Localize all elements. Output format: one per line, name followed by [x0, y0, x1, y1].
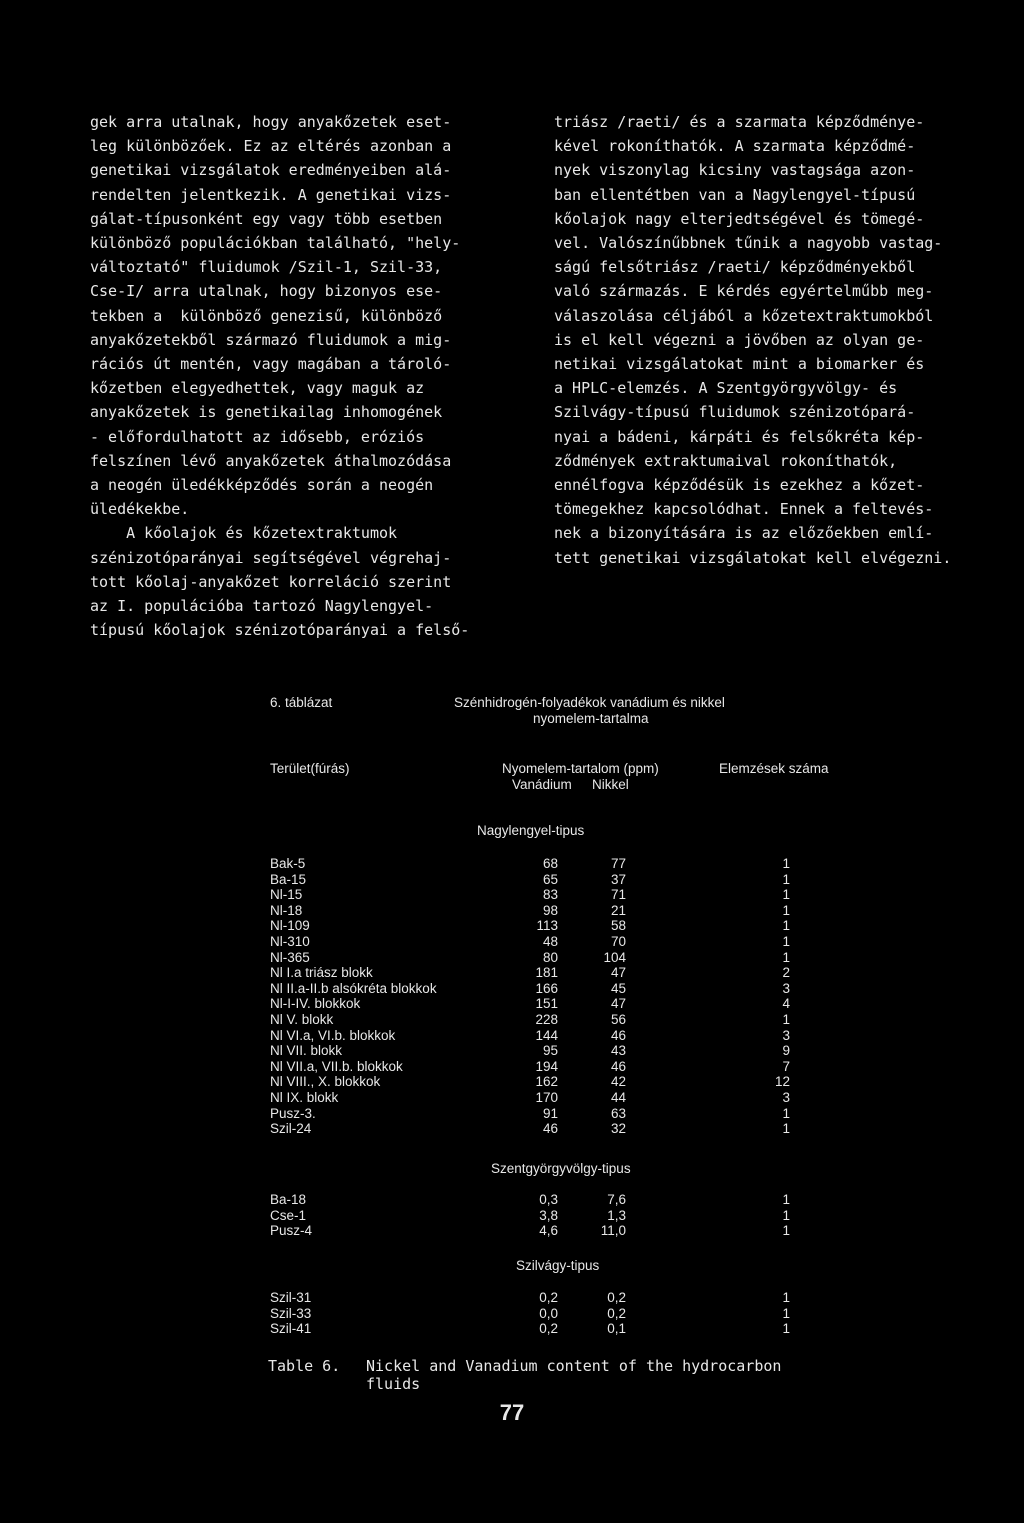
area-cell: Nl II.a-II.b alsókréta blokkok: [270, 980, 437, 996]
caption-label: Table 6.: [268, 1357, 341, 1375]
nickel-cell: 77: [610, 856, 626, 871]
area-cell: Cse-1: [270, 1207, 307, 1223]
count-cell: 12: [774, 1074, 790, 1090]
area-cell: Ba-15: [270, 871, 307, 887]
text-column-left: [90, 110, 520, 642]
nickel-cell: 43: [610, 1043, 626, 1059]
vanadium-cell: 181: [535, 965, 558, 981]
nickel-cell: 56: [610, 1012, 626, 1027]
text-line: triász /raeti/ és a szarmata képződménye-: [554, 113, 925, 131]
count-cell: 7: [782, 1058, 790, 1074]
vanadium-cell: 144: [535, 1027, 558, 1043]
nickel-cell: 104: [603, 949, 626, 965]
table-row: [0, 1290, 1024, 1306]
nickel-cell: 44: [610, 1090, 626, 1105]
text-line: válaszolása céljából a kőzetextraktumokból: [554, 306, 934, 325]
text-line: nyai a bádeni, kárpáti és felsőkréta kép-: [554, 427, 925, 446]
nickel-cell: 37: [610, 871, 626, 887]
text-line: a neogén üledékképződés során a neogén: [90, 476, 434, 495]
area-cell: Bak-5: [270, 856, 306, 871]
table-row: [0, 1121, 1024, 1137]
text-line: gálat-típusonként egy vagy több esetben: [90, 209, 443, 228]
table-row: [0, 934, 1024, 950]
table-row: [0, 918, 1024, 934]
area-cell: Nl VII.a, VII.b. blokkok: [270, 1058, 403, 1074]
text-line: Cse-I/ arra utalnak, hogy bizonyos ese-: [90, 282, 443, 301]
count-cell: 1: [782, 1290, 790, 1305]
vanadium-cell: 95: [542, 1043, 558, 1059]
caption-line2: fluids: [366, 1375, 421, 1393]
text-line: genetikai vizsgálatok eredményeiben alá-: [90, 161, 452, 180]
text-line: ennélfogva képződésük is ezekhez a kőzet-: [554, 476, 925, 495]
area-cell: Nl-15: [270, 887, 303, 903]
nickel-cell: 46: [610, 1027, 626, 1043]
text-line: típusú kőolajok szénizotóparányai a felső-: [90, 621, 470, 640]
vanadium-cell: 46: [542, 1121, 558, 1137]
count-cell: 1: [782, 871, 790, 887]
text-line: tott kőolaj-anyakőzet korreláció szerint: [90, 572, 452, 591]
area-cell: Nl I.a triász blokk: [270, 965, 373, 981]
vanadium-cell: 83: [542, 887, 558, 903]
text-line: is el kell végezni a jövőben az olyan ge-: [554, 330, 925, 349]
vanadium-cell: 151: [535, 996, 558, 1012]
text-line: Szilvágy-típusú fluidumok szénizotópará-: [554, 403, 916, 422]
count-cell: 1: [782, 1192, 790, 1207]
nickel-cell: 7,6: [607, 1192, 626, 1207]
table-row: [0, 981, 1024, 997]
area-cell: Pusz-4: [270, 1223, 313, 1239]
vanadium-cell: 166: [535, 980, 558, 996]
count-cell: 1: [782, 918, 790, 934]
text-line: tömegekhez kapcsolódhat. Ennek a feltevés-: [554, 500, 934, 519]
text-line: rendelten jelentkezik. A genetikai vizs-: [90, 185, 452, 204]
subheader-nickel: Nikkel: [592, 777, 629, 792]
table-row: [0, 1223, 1024, 1239]
count-cell: 1: [782, 1305, 790, 1321]
text-line: kőzetben elegyedhettek, vagy maguk az: [90, 379, 425, 398]
text-line: rációs út mentén, vagy magában a tároló-: [90, 355, 452, 374]
text-line: netikai vizsgálatokat mint a biomarker és: [554, 355, 925, 374]
text-line: A kőolajok és kőzetextraktumok: [90, 524, 398, 543]
count-cell: 1: [782, 1207, 790, 1223]
nickel-cell: 47: [610, 996, 626, 1012]
table-row: [0, 1090, 1024, 1106]
text-line: nyek viszonylag kicsiny vastagsága azon-: [554, 161, 916, 180]
count-cell: 1: [782, 856, 790, 871]
count-cell: 4: [782, 996, 790, 1012]
subheader-vanadium: Vanádium: [512, 777, 572, 792]
table-row: [0, 872, 1024, 888]
text-line: ződmények extraktumaival rokoníthatók,: [554, 451, 898, 470]
vanadium-cell: 65: [542, 871, 558, 887]
nickel-cell: 70: [610, 934, 626, 949]
count-cell: 1: [782, 1321, 790, 1337]
text-line: üledékekbe.: [90, 500, 190, 519]
area-cell: Nl-109: [270, 918, 310, 934]
text-column-right: [554, 110, 1004, 570]
vanadium-cell: 48: [542, 934, 558, 949]
group-header: Szilvágy-tipus: [516, 1258, 600, 1273]
table-row: [0, 1321, 1024, 1337]
vanadium-cell: 194: [535, 1058, 558, 1074]
vanadium-cell: 170: [535, 1090, 558, 1105]
nickel-cell: 42: [610, 1074, 626, 1090]
nickel-cell: 1,3: [607, 1207, 626, 1223]
count-cell: 3: [782, 1090, 790, 1105]
table-row: [0, 1192, 1024, 1208]
text-line: szénizotóparányai segítségével végrehaj-: [90, 548, 452, 567]
text-line: kőolajok nagy elterjedtségével és tömegé-: [554, 209, 925, 228]
text-line: anyakőzetek is genetikailag inhomogének: [90, 403, 443, 422]
area-cell: Nl IX. blokk: [270, 1090, 339, 1105]
caption-line1: Nickel and Vanadium content of the hydrocarbon: [366, 1357, 782, 1375]
table-row: [0, 1059, 1024, 1075]
area-cell: Nl V. blokk: [270, 1012, 334, 1027]
count-cell: 1: [782, 902, 790, 918]
nickel-cell: 0,1: [607, 1321, 626, 1337]
area-cell: Nl-310: [270, 934, 310, 949]
area-cell: Nl VIII., X. blokkok: [270, 1074, 381, 1090]
vanadium-cell: 0,2: [539, 1321, 558, 1337]
count-cell: 1: [782, 949, 790, 965]
vanadium-cell: 68: [542, 856, 558, 871]
table-row: [0, 903, 1024, 919]
table-row: [0, 1028, 1024, 1044]
table-row: [0, 965, 1024, 981]
count-cell: 2: [782, 965, 790, 981]
count-cell: 1: [782, 1012, 790, 1027]
column-header-area: Terület(fúrás): [270, 761, 350, 776]
table-title-line1: Szénhidrogén-folyadékok vanádium és nikkel: [454, 695, 725, 710]
area-cell: Nl VI.a, VI.b. blokkok: [270, 1027, 396, 1043]
count-cell: 3: [782, 980, 790, 996]
nickel-cell: 21: [610, 902, 626, 918]
text-line: leg különbözőek. Ez az eltérés azonban a: [90, 137, 452, 156]
text-line: tett genetikai vizsgálatokat kell elvégezni.: [554, 548, 952, 567]
vanadium-cell: 228: [535, 1012, 558, 1027]
vanadium-cell: 98: [542, 902, 558, 918]
table-row: [0, 950, 1024, 966]
table-row: [0, 1208, 1024, 1224]
column-header-count: Elemzések száma: [719, 761, 829, 776]
text-line: felszínen lévő anyakőzetek áthalmozódása: [90, 451, 452, 470]
area-cell: Nl-I-IV. blokkok: [270, 996, 361, 1012]
vanadium-cell: 80: [542, 949, 558, 965]
table-row: [0, 1012, 1024, 1028]
nickel-cell: 58: [610, 918, 626, 934]
text-line: ságú felsőtriász /raeti/ képződményekből: [554, 258, 916, 277]
table-row: [0, 856, 1024, 872]
vanadium-cell: 0,3: [539, 1192, 558, 1207]
text-line: az I. populációba tartozó Nagylengyel-: [90, 597, 434, 616]
text-line: különböző populációkban található, "hely-: [90, 234, 461, 253]
table-title-line2: nyomelem-tartalma: [533, 711, 649, 726]
nickel-cell: 0,2: [607, 1290, 626, 1305]
area-cell: Szil-24: [270, 1121, 312, 1137]
nickel-cell: 71: [610, 887, 626, 903]
text-line: a HPLC-elemzés. A Szentgyörgyvölgy- és: [554, 379, 898, 398]
count-cell: 1: [782, 1121, 790, 1137]
count-cell: 3: [782, 1027, 790, 1043]
vanadium-cell: 162: [535, 1074, 558, 1090]
area-cell: Nl-18: [270, 902, 303, 918]
nickel-cell: 45: [610, 980, 626, 996]
vanadium-cell: 3,8: [539, 1207, 558, 1223]
vanadium-cell: 113: [536, 918, 558, 934]
group-header: Szentgyörgyvölgy-tipus: [491, 1161, 631, 1176]
area-cell: Nl VII. blokk: [270, 1043, 343, 1059]
group-header: Nagylengyel-tipus: [477, 823, 585, 838]
nickel-cell: 11,0: [600, 1223, 626, 1239]
table-row: [0, 996, 1024, 1012]
table-row: [0, 1306, 1024, 1322]
nickel-cell: 46: [610, 1058, 626, 1074]
area-cell: Pusz-3.: [270, 1105, 316, 1121]
text-line: - előfordulhatott az idősebb, eróziós: [90, 427, 425, 446]
text-line: vel. Valószínűbbnek tűnik a nagyobb vastag-: [554, 234, 943, 253]
text-line: nek a bizonyítására is az előzőekben emlí-: [554, 524, 934, 543]
text-line: ban ellentétben van a Nagylengyel-típusú: [554, 185, 916, 204]
nickel-cell: 0,2: [607, 1305, 626, 1321]
area-cell: Szil-33: [270, 1305, 312, 1321]
vanadium-cell: 0,0: [539, 1305, 558, 1321]
count-cell: 1: [782, 1105, 790, 1121]
count-cell: 9: [782, 1043, 790, 1059]
table-row: [0, 1106, 1024, 1122]
page-number: 77: [499, 1400, 525, 1425]
column-header-trace: Nyomelem-tartalom (ppm): [502, 761, 659, 776]
text-line: tekben a különböző genezisű, különböző: [90, 306, 443, 325]
count-cell: 1: [782, 887, 790, 903]
nickel-cell: 63: [610, 1105, 626, 1121]
area-cell: Ba-18: [270, 1192, 307, 1207]
count-cell: 1: [782, 1223, 790, 1239]
vanadium-cell: 4,6: [539, 1223, 558, 1239]
area-cell: Szil-41: [270, 1321, 312, 1337]
nickel-cell: 47: [610, 965, 626, 981]
text-line: kével rokoníthatók. A szarmata képződmé-: [554, 137, 916, 156]
text-line: való származás. E kérdés egyértelműbb meg-: [554, 282, 934, 301]
nickel-cell: 32: [610, 1121, 626, 1137]
table-row: [0, 887, 1024, 903]
text-line: gek arra utalnak, hogy anyakőzetek eset-: [90, 113, 452, 131]
vanadium-cell: 0,2: [539, 1290, 558, 1305]
count-cell: 1: [782, 934, 790, 949]
table-row: [0, 1074, 1024, 1090]
area-cell: Nl-365: [270, 949, 310, 965]
text-line: változtató" fluidumok /Szil-1, Szil-33,: [90, 258, 443, 277]
vanadium-cell: 91: [542, 1105, 558, 1121]
table-row: [0, 1043, 1024, 1059]
area-cell: Szil-31: [270, 1290, 312, 1305]
table-label: 6. táblázat: [270, 695, 333, 710]
text-line: anyakőzetekből származó fluidumok a mig-: [90, 330, 452, 349]
